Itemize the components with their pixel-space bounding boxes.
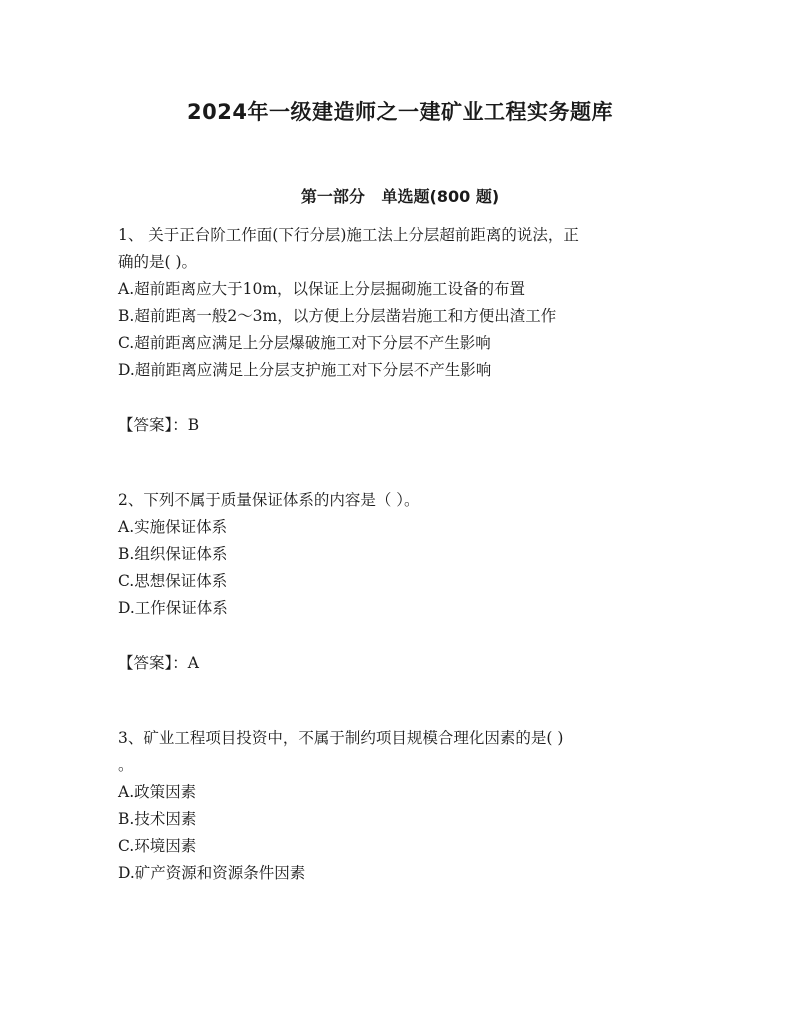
- option-b: B.技术因素: [118, 810, 197, 828]
- question-1: [118, 222, 678, 439]
- option-d: D.工作保证体系: [118, 599, 228, 617]
- answer-text: 【答案】：A: [118, 654, 199, 672]
- option-a: A.超前距离应大于10m，以保证上分层掘砌施工设备的布置: [118, 280, 526, 298]
- question-list: [118, 222, 678, 887]
- spacer: [118, 705, 678, 725]
- section-heading: 第一部分 单选题(800 题): [300, 187, 500, 206]
- option-d: D.超前距离应满足上分层支护施工对下分层不产生影响: [118, 361, 492, 379]
- answer-text: 【答案】：B: [118, 416, 200, 434]
- document-title: 2024年一级建造师之一建矿业工程实务题库: [187, 100, 613, 124]
- option-b: B.超前距离一般2～3m，以方便上分层凿岩施工和方便出渣工作: [118, 307, 557, 325]
- option-c: C.超前距离应满足上分层爆破施工对下分层不产生影响: [118, 334, 491, 352]
- spacer: [118, 439, 678, 467]
- option-a: A.政策因素: [118, 783, 197, 801]
- option-d: D.矿产资源和资源条件因素: [118, 864, 306, 882]
- option-c: C.环境因素: [118, 837, 197, 855]
- option-c: C.思想保证体系: [118, 572, 228, 590]
- option-b: B.组织保证体系: [118, 545, 228, 563]
- question-2: [118, 487, 678, 677]
- spacer: [118, 677, 678, 705]
- question-stem-line: 1、 关于正台阶工作面(下行分层)施工法上分层超前距离的说法，正: [118, 226, 579, 244]
- option-a: A.实施保证体系: [118, 518, 228, 536]
- spacer: [118, 467, 678, 487]
- spacer: [118, 384, 678, 412]
- question-stem-line: 2、下列不属于质量保证体系的内容是（ ）。: [118, 491, 420, 509]
- question-stem-line: 。: [118, 756, 134, 774]
- spacer: [118, 622, 678, 650]
- question-stem-line: 确的是( )。: [118, 253, 198, 271]
- question-stem-line: 3、矿业工程项目投资中，不属于制约项目规模合理化因素的是( ): [118, 729, 564, 747]
- question-3: [118, 725, 678, 887]
